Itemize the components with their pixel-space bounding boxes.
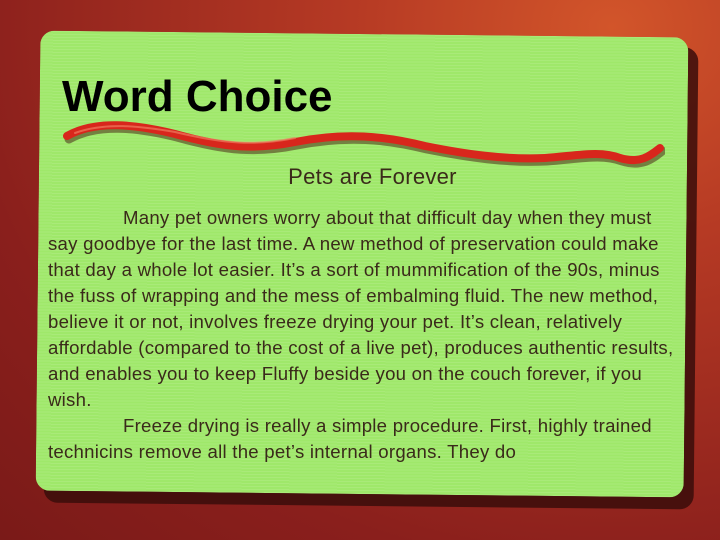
slide-subtitle: Pets are Forever [288,164,457,189]
paragraph: Many pet owners worry about that difficult day when they must say goodbye for the last time. A new method of preservation could make that day a whole lot easier. It’s a sort of mummification of the 90s, minus the fuss of wrapping and the mess of embalming fluid. The new method, believe it or not, involves freeze drying your pet. It’s clean, relatively affordable (compared to the cost of a live pet), produces authentic results, and enables you to keep Fluffy beside you on the couch forever, if you wish. [48,207,674,410]
page-title: Word Choice [62,72,333,121]
paragraph: Freeze drying is really a simple procedure. First, highly trained technicins remove all the pet’s internal organs. They do [48,415,652,462]
body-text [48,205,678,465]
